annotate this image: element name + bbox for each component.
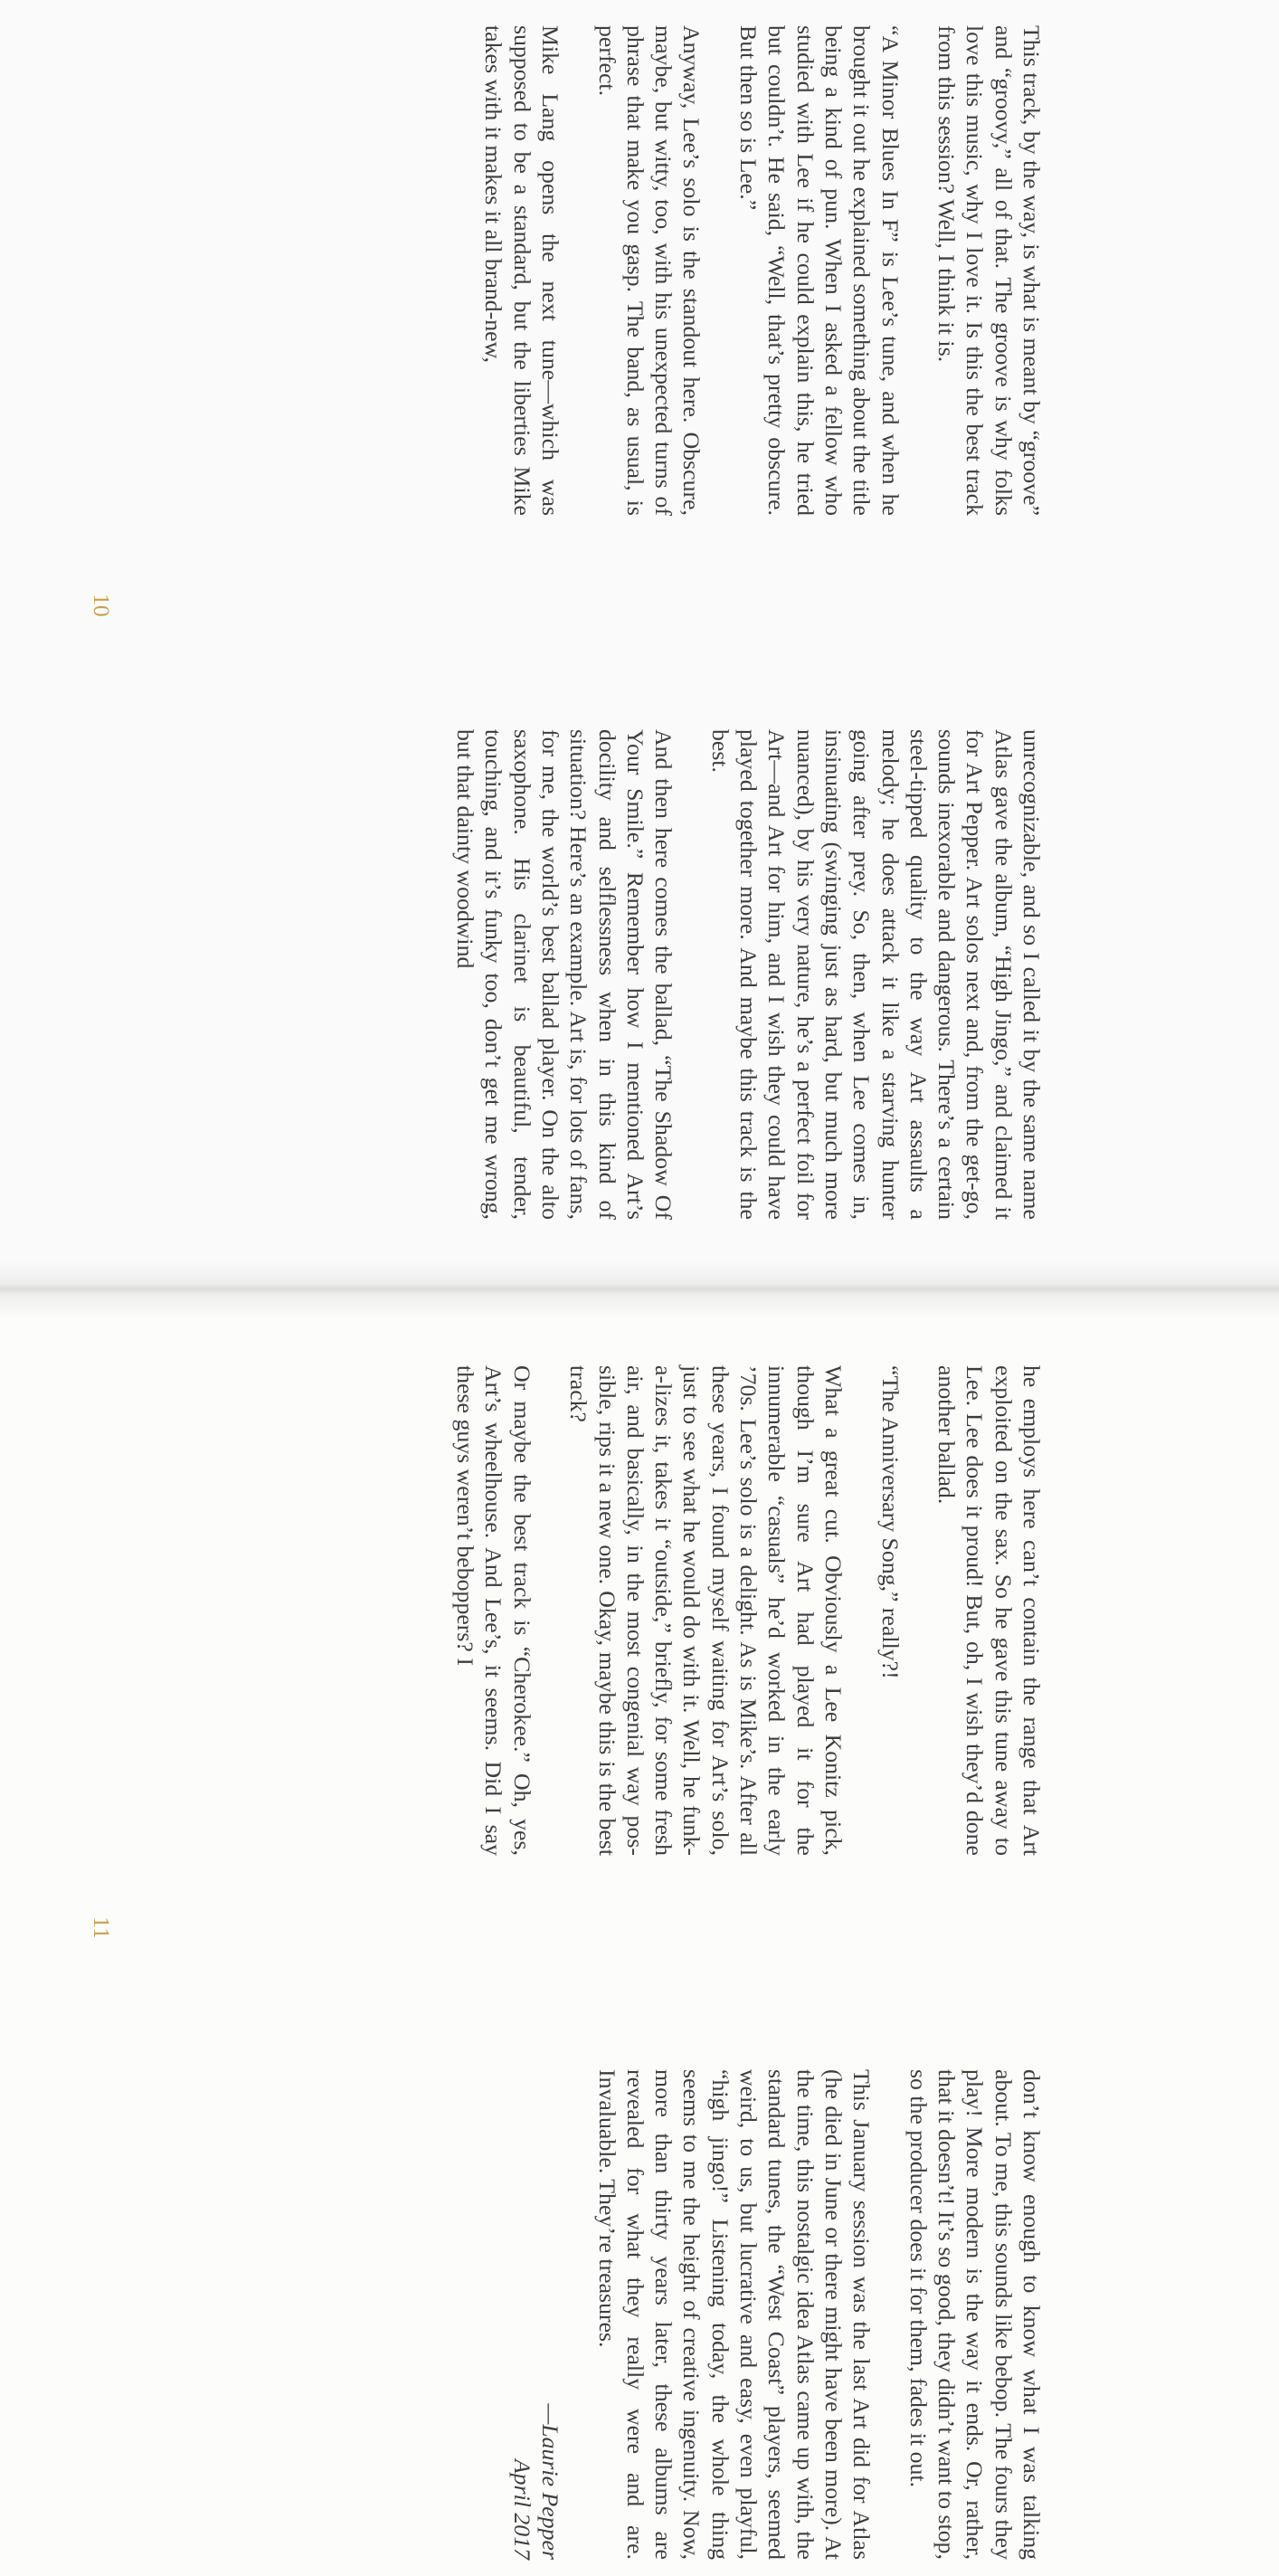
text-column-3 (422, 1365, 1046, 1856)
paragraph-groove: This track, by the way, is what is meant by “groove” and “groovy,” all of that. The groove is why folks love this music, why I love it. Is this the best track from this session? Well, I think it is. (933, 25, 1045, 516)
text-column-1 (451, 25, 1046, 516)
paragraph-cherokee: Or maybe the best track is “Cherokee.” Oh, yes, Art’s wheelhouse. And Lee’s, it seems. Did I say these guys weren’t beboppers? I (452, 1365, 535, 1856)
paragraph-high-jingo: unrecognizable, and so I called it by the same name Atlas gave the album, “High Jingo,” and claimed it for Art Pepper. Art solos next and, from the get-go, sounds inexorable and dangerous. There’s a certain steel-tipped quality to the way Art assaults a melody; he does attack it like a starving hunter going after prey. So, then, when Lee comes in, insinuating (swinging just as hard, but much more nuanced), by his very nature, he’s a perfect foil for Art—and Art for him, and I wish they could have played together more. And maybe this track is the best. (706, 729, 1045, 1220)
signature-date: April 2017 (508, 2458, 535, 2560)
paragraph-january-session: This January session was the last Art did for Atlas (he died in June or there might have been more). At the time, this nostalgic idea Atlas came up with, the standard tunes, the “West Coast” players, seemed weird, to us, but lucrative and easy, even playful, “high jingo!” Listening today, the whole thing seems to me the height of creative ingenuity. Now, more than thirty years later, these albums are revealed for what they really were and are. Invaluable. They’re treasures. (593, 2069, 876, 2560)
paragraph-shadow-of-your-smile: And then here comes the ballad, “The Shadow Of Your Smile.” Remember how I mentioned Art’s docility and selflessness when in this kind of situation? Here’s an example. Art is, for lots of fans, for me, the world’s best ballad player. On the alto saxophone. His clarinet is beautiful, tender, touching, and it’s funky too, don’t get me wrong, but that dainty woodwind (452, 729, 677, 1220)
paragraph-great-cut: What a great cut. Obviously a Lee Konitz pick, though I’m sure Art had played it for the innumerable “casuals” he’d worked in the early ’70s. Lee’s solo is a delight. As is Mike’s. After all these years, I found myself waiting for Art’s solo, just to see what he would do with it. Well, he funk-a-lizes it, takes it “outside,” briefly, for some fresh air, and basically, in the most congenial way possible, rips it a new one. Okay, maybe this is the best track? (565, 1365, 847, 1856)
paragraph-mike-lang: Mike Lang opens the next tune—which was supposed to be a standard, but the liberties Mike takes with it makes it all brand-new, (480, 25, 564, 516)
paragraph-lee-solo: Anyway, Lee’s solo is the standout here. Obscure, maybe, but witty, too, with his unexpected turns of phrase that make you gasp. The band, as usual, is perfect. (593, 25, 706, 516)
paragraph-minor-blues: “A Minor Blues In F” is Lee’s tune, and when he brought it out he explained something about the title being a kind of pun. When I asked a fellow who studied with Lee if he could explain this, he tried but couldn’t. He said, “Well, that’s pretty obscure. But then so is Lee.” (735, 25, 904, 516)
text-column-2 (422, 729, 1046, 1220)
paragraph-anniversary-song: “The Anniversary Song,” really?! (876, 1365, 904, 1679)
text-column-4 (507, 2069, 1046, 2560)
center-fold-shadow (0, 1260, 1279, 1318)
signature-name: —Laurie Pepper (536, 2403, 564, 2560)
signature-block (507, 2069, 564, 2560)
page-number-10: 10 (89, 594, 115, 617)
paragraph-clarinet-range: he employs here can’t contain the range that Art exploited on the sax. So he gave this tune away to Lee. Lee does it proud! But, oh, I wish they’d done another ballad. (933, 1365, 1045, 1856)
paragraph-bebop: don’t know enough to know what I was talking about. To me, this sounds like bebop. The fours they play! More modern is the way it ends. Or, rather, that it doesn’t! It’s so good, they didn’t want to stop, so the producer does it for them, fades it out. (905, 2069, 1045, 2560)
page-number-11: 11 (89, 1916, 115, 1939)
